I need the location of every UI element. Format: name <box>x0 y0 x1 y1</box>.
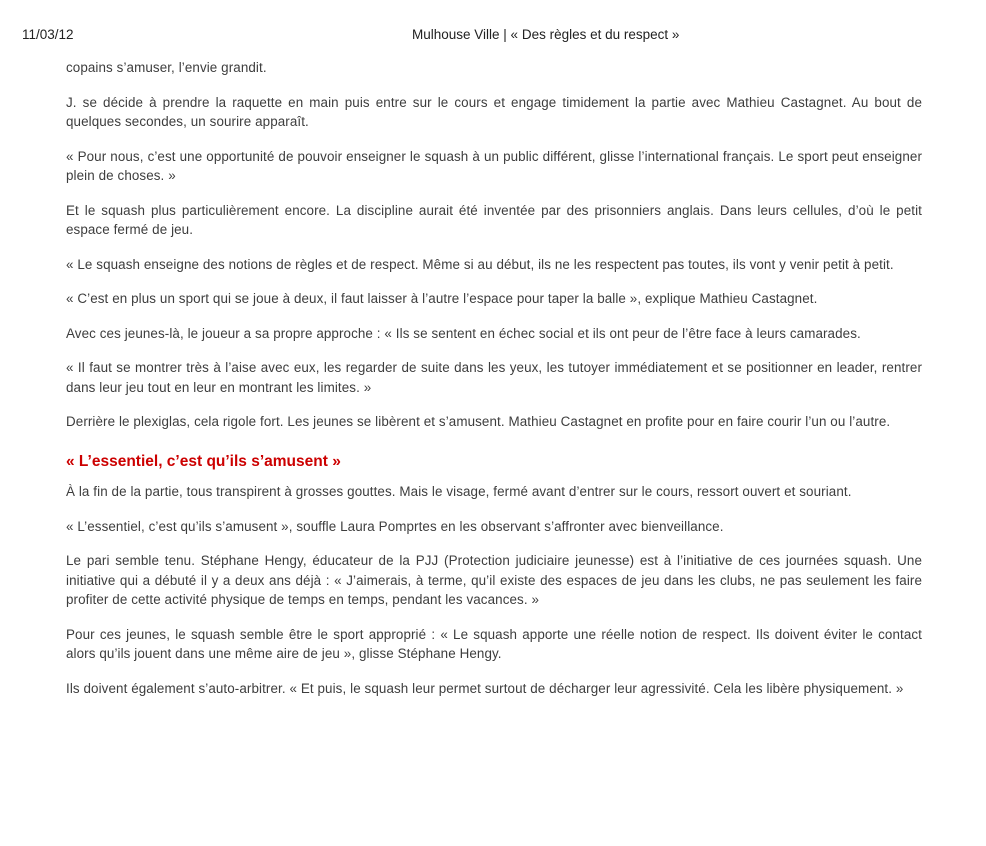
paragraph: Et le squash plus particulièrement encore. La discipline aurait été inventée par des prisonniers anglais. Dans leurs cellules, d’où le petit espace fermé de jeu. <box>66 202 922 237</box>
paragraph: J. se décide à prendre la raquette en main puis entre sur le cours et engage timidement la partie avec Mathieu Castagnet. Au bout de quelques secondes, un sourire apparaît. <box>66 94 922 129</box>
paragraph: Le pari semble tenu. Stéphane Hengy, éducateur de la PJJ (Protection judiciaire jeunesse) est à l’initiative de ces journées squash. Une initiative qui a débuté il y a deux ans déjà : « J’aimerais, à terme, qu’il existe des espaces de jeu dans les clubs, ne pas seulement les faire profiter de cette activité physique de temps en temps, pendant les vacances. » <box>66 553 922 607</box>
paragraph: « L’essentiel, c’est qu’ils s’amusent », souffle Laura Pomprtes en les observant s’affronter avec bienveillance. <box>66 518 724 534</box>
paragraph: « Le squash enseigne des notions de règles et de respect. Même si au début, ils ne les respectent pas toutes, ils vont y venir petit à petit. <box>66 256 894 272</box>
paragraph: « Il faut se montrer très à l’aise avec eux, les regarder de suite dans les yeux, les tutoyer immédiatement et se positionner en leader, rentrer dans leur jeu tout en leur en montrant les limites. » <box>66 360 922 395</box>
paragraph: Avec ces jeunes-là, le joueur a sa propre approche : « Ils se sentent en échec social et ils ont peur de l’être face à leurs camarades. <box>66 325 861 341</box>
paragraph: À la fin de la partie, tous transpirent à grosses gouttes. Mais le visage, fermé avant d’entrer sur le cours, ressort ouvert et souriant. <box>66 484 852 499</box>
print-date: 11/03/12 <box>22 27 74 42</box>
paragraph: Pour ces jeunes, le squash semble être le sport approprié : « Le squash apporte une réelle notion de respect. Ils doivent éviter le contact alors qu’ils jouent dans une même aire de jeu », glisse Stéphane Hengy. <box>66 626 922 661</box>
paragraph: « C’est en plus un sport qui se joue à deux, il faut laisser à l’autre l’espace pour taper la balle », explique Mathieu Castagnet. <box>66 291 818 306</box>
paragraph: « Pour nous, c’est une opportunité de pouvoir enseigner le squash à un public différent, glisse l’international français. Le sport peut enseigner plein de choses. » <box>66 148 922 183</box>
paragraph: Ils doivent également s’auto-arbitrer. « Et puis, le squash leur permet surtout de décharger leur agressivité. Cela les libère physiquement. » <box>66 680 904 696</box>
print-title: Mulhouse Ville | « Des règles et du respect » <box>412 27 680 42</box>
section-heading: « L’essentiel, c’est qu’ils s’amusent » <box>66 452 341 470</box>
paragraph: Derrière le plexiglas, cela rigole fort. Les jeunes se libèrent et s’amusent. Mathieu Castagnet en profite pour en faire courir l’un ou l’autre. <box>66 414 891 429</box>
paragraph: copains s’amuser, l’envie grandit. <box>66 60 267 75</box>
